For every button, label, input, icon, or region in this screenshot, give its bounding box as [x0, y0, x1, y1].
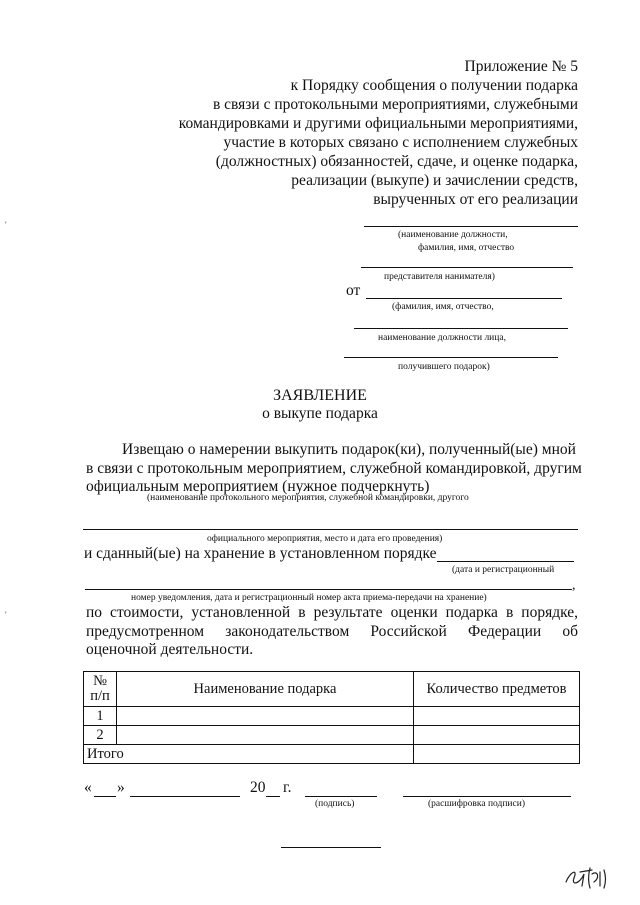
appendix-line: Приложение № 5	[464, 58, 578, 75]
day-line[interactable]	[94, 796, 116, 797]
quote-close: »	[117, 779, 125, 796]
year-line[interactable]	[266, 796, 280, 797]
hint-name: фамилия, имя, отчество	[418, 243, 515, 253]
gifts-table	[83, 671, 580, 764]
hint-reg-number: номер уведомления, дата и регистрационный номер акта приема-передачи на хранение)	[131, 593, 487, 603]
addressee-line[interactable]	[361, 267, 573, 268]
hint-decode: (расшифровка подписи)	[428, 799, 525, 809]
year-suffix: г.	[283, 779, 292, 796]
hint-reg-date: (дата и регистрационный	[452, 565, 555, 575]
row-number: 1	[84, 707, 117, 726]
hint-person-position: наименование должности лица,	[378, 333, 506, 343]
margin-mark: '	[5, 220, 7, 230]
hint-event: (наименование протокольного мероприятия, служебной командировки, другого	[147, 493, 469, 503]
from-line[interactable]	[344, 357, 558, 358]
header-qty: Количество предметов	[414, 672, 580, 707]
quote-open: «	[84, 779, 92, 796]
hint-receiver: получившего подарок)	[398, 362, 490, 372]
gift-qty-cell[interactable]	[414, 726, 580, 745]
from-label: от	[346, 282, 361, 299]
addressee-line[interactable]	[364, 226, 578, 227]
appendix-line: к Порядку сообщения о получении подарка	[290, 77, 578, 94]
storage-text: и сданный(ые) на хранение в установленном порядке	[84, 545, 437, 562]
appendix-line: участие в которых связано с исполнением служебных	[223, 134, 578, 151]
storage-reg-line[interactable]	[437, 561, 574, 562]
total-qty-cell[interactable]	[414, 745, 580, 764]
row-number: 2	[84, 726, 117, 745]
body-line: Извещаю о намерении выкупить подарок(ки), полученный(ые) мной	[122, 441, 576, 458]
title-sub: о выкупе подарка	[262, 405, 378, 422]
appendix-line: реализации (выкупе) и зачислении средств,	[291, 172, 578, 189]
appendix-line: вырученных от его реализации	[373, 191, 578, 208]
signature-line[interactable]	[305, 796, 377, 797]
margin-mark: '	[5, 610, 7, 620]
title-main: ЗАЯВЛЕНИЕ	[273, 387, 367, 404]
hint-fio: (фамилия, имя, отчество,	[392, 302, 494, 312]
header-num-line: №	[93, 673, 107, 689]
hint-employer: представителя нанимателя)	[384, 272, 495, 282]
appendix-header	[179, 57, 578, 209]
table-total-row	[84, 745, 580, 764]
appendix-line: командировками и другими официальными мероприятиями,	[178, 115, 578, 132]
total-label: Итого	[84, 745, 414, 764]
gift-qty-cell[interactable]	[414, 707, 580, 726]
comma: ,	[572, 578, 576, 593]
registration-line[interactable]	[281, 847, 381, 848]
document-subtitle	[0, 405, 640, 423]
handwritten-initials	[560, 858, 612, 892]
appendix-line: в связи с протокольными мероприятиями, служебными	[212, 96, 578, 113]
table-row	[84, 726, 580, 745]
header-num-line: п/п	[90, 688, 110, 704]
hint-position: (наименование должности,	[398, 230, 508, 240]
body-line: официальным мероприятием (нужное подчеркнуть)	[86, 478, 430, 495]
header-name: Наименование подарка	[117, 672, 414, 707]
body-line: оценочной деятельности.	[86, 641, 254, 658]
from-line[interactable]	[354, 328, 568, 329]
body-line: предусмотренном законодательством Российской Федерации об	[86, 623, 578, 640]
month-line[interactable]	[130, 796, 240, 797]
from-line[interactable]	[366, 298, 562, 299]
body-line: в связи с протокольным мероприятием, служебной командировкой, другим	[86, 460, 582, 477]
gift-name-cell[interactable]	[117, 726, 414, 745]
year-prefix: 20	[250, 779, 266, 796]
table-row	[84, 707, 580, 726]
decode-line[interactable]	[403, 796, 571, 797]
body-line: по стоимости, установленной в результате оценки подарка в порядке,	[86, 604, 578, 621]
document-title	[0, 387, 640, 405]
event-line[interactable]	[83, 529, 578, 530]
storage-reg-line[interactable]	[85, 589, 572, 590]
gift-name-cell[interactable]	[117, 707, 414, 726]
table-header-row	[84, 672, 580, 707]
appendix-line: (должностных) обязанностей, сдаче, и оценке подарка,	[215, 153, 578, 170]
header-num	[84, 672, 117, 707]
hint-signature: (подпись)	[315, 799, 355, 809]
hint-event-place: официального мероприятия, место и дата его проведения)	[207, 534, 443, 544]
